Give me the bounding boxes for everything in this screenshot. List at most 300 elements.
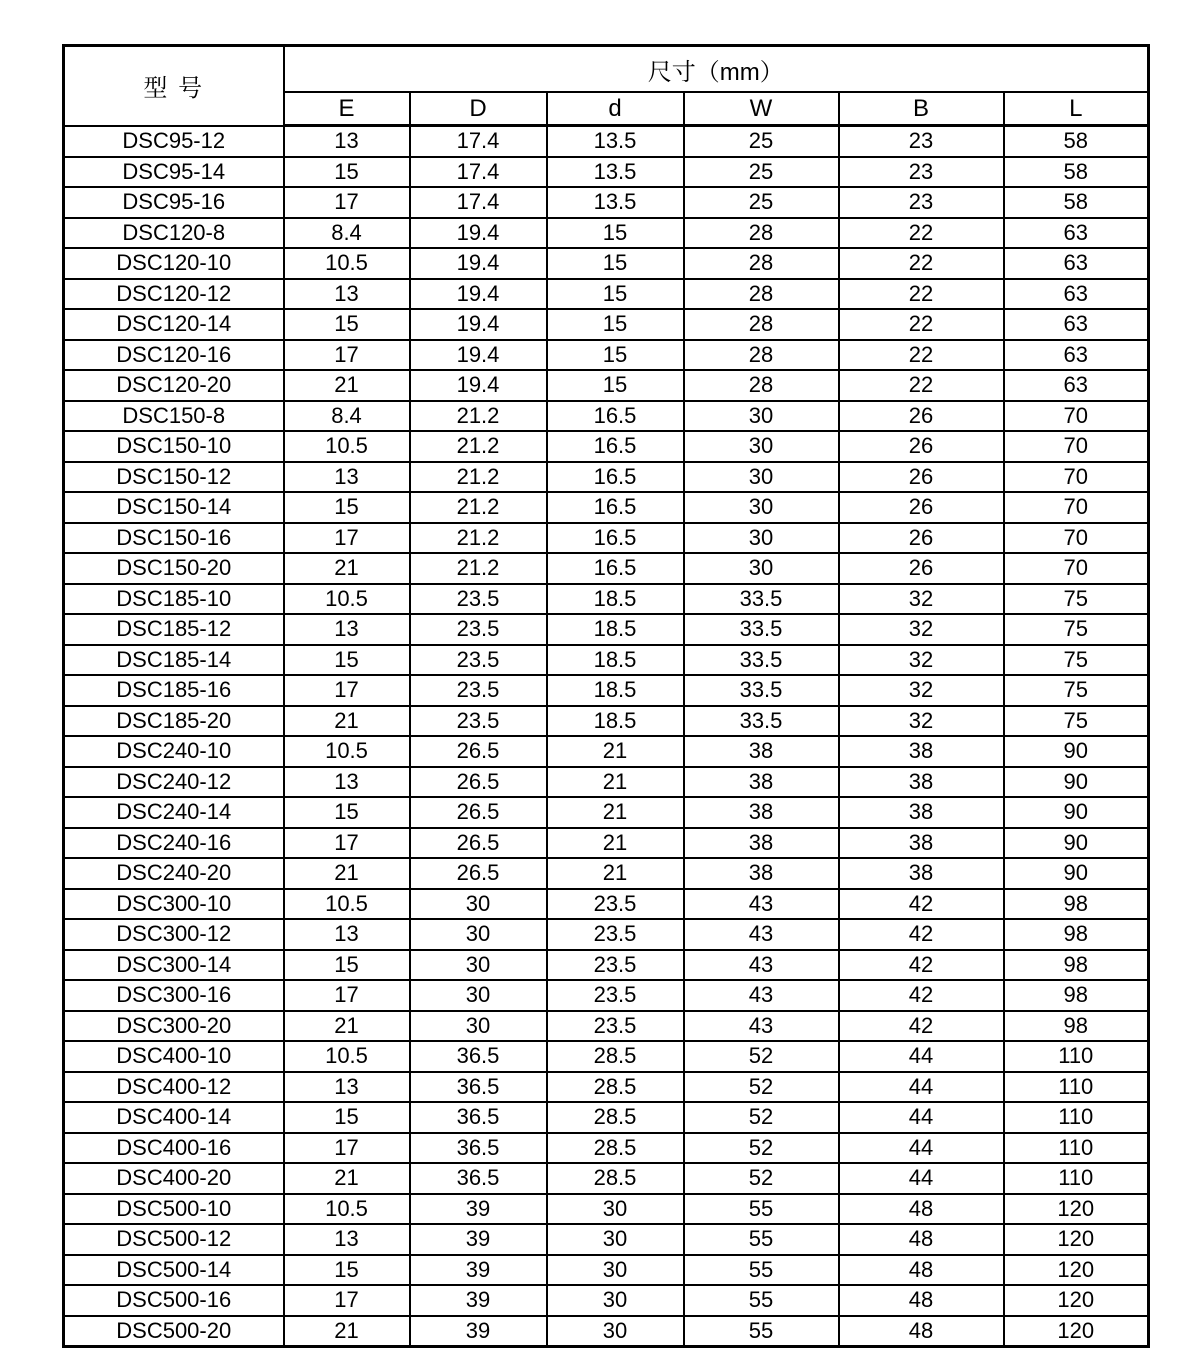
value-cell: 26.5 [410, 767, 547, 798]
value-cell: 23.5 [410, 584, 547, 615]
value-cell: 15 [547, 248, 684, 279]
value-cell: 42 [839, 1011, 1004, 1042]
value-cell: 39 [410, 1194, 547, 1225]
value-cell: 21.2 [410, 492, 547, 523]
model-cell: DSC500-16 [64, 1285, 284, 1316]
value-cell: 38 [839, 828, 1004, 859]
value-cell: 30 [684, 553, 839, 584]
model-cell: DSC185-16 [64, 675, 284, 706]
value-cell: 22 [839, 370, 1004, 401]
value-cell: 55 [684, 1316, 839, 1347]
value-cell: 98 [1004, 980, 1149, 1011]
model-cell: DSC400-16 [64, 1133, 284, 1164]
value-cell: 63 [1004, 309, 1149, 340]
value-cell: 23.5 [547, 919, 684, 950]
model-cell: DSC150-12 [64, 462, 284, 493]
value-cell: 28.5 [547, 1163, 684, 1194]
model-cell: DSC185-20 [64, 706, 284, 737]
value-cell: 33.5 [684, 675, 839, 706]
value-cell: 43 [684, 919, 839, 950]
value-cell: 10.5 [284, 1041, 410, 1072]
value-cell: 13 [284, 919, 410, 950]
model-cell: DSC150-16 [64, 523, 284, 554]
value-cell: 30 [410, 980, 547, 1011]
value-cell: 38 [684, 736, 839, 767]
value-cell: 30 [684, 523, 839, 554]
value-cell: 30 [547, 1224, 684, 1255]
value-cell: 39 [410, 1255, 547, 1286]
table-row [64, 187, 1149, 218]
value-cell: 110 [1004, 1102, 1149, 1133]
table-body [64, 126, 1149, 1347]
value-cell: 17 [284, 1285, 410, 1316]
table-row [64, 126, 1149, 157]
model-cell: DSC240-20 [64, 858, 284, 889]
value-cell: 39 [410, 1285, 547, 1316]
value-cell: 17 [284, 1133, 410, 1164]
value-cell: 19.4 [410, 340, 547, 371]
value-cell: 38 [839, 767, 1004, 798]
value-cell: 10.5 [284, 736, 410, 767]
model-cell: DSC500-14 [64, 1255, 284, 1286]
value-cell: 30 [547, 1316, 684, 1347]
model-cell: DSC120-16 [64, 340, 284, 371]
value-cell: 58 [1004, 157, 1149, 188]
table-row [64, 1072, 1149, 1103]
column-header-B: B [839, 92, 1004, 126]
value-cell: 17.4 [410, 187, 547, 218]
table-row [64, 950, 1149, 981]
value-cell: 36.5 [410, 1072, 547, 1103]
value-cell: 22 [839, 340, 1004, 371]
value-cell: 21.2 [410, 553, 547, 584]
value-cell: 42 [839, 950, 1004, 981]
model-cell: DSC120-20 [64, 370, 284, 401]
model-cell: DSC500-12 [64, 1224, 284, 1255]
value-cell: 42 [839, 980, 1004, 1011]
value-cell: 120 [1004, 1255, 1149, 1286]
value-cell: 17 [284, 828, 410, 859]
value-cell: 120 [1004, 1224, 1149, 1255]
value-cell: 26 [839, 401, 1004, 432]
value-cell: 21 [547, 797, 684, 828]
value-cell: 28 [684, 340, 839, 371]
value-cell: 33.5 [684, 614, 839, 645]
value-cell: 33.5 [684, 584, 839, 615]
value-cell: 28 [684, 279, 839, 310]
table-row [64, 431, 1149, 462]
value-cell: 21.2 [410, 401, 547, 432]
value-cell: 110 [1004, 1072, 1149, 1103]
table-row [64, 462, 1149, 493]
model-cell: DSC150-8 [64, 401, 284, 432]
value-cell: 16.5 [547, 462, 684, 493]
value-cell: 26 [839, 431, 1004, 462]
value-cell: 21 [284, 1163, 410, 1194]
value-cell: 52 [684, 1102, 839, 1133]
table-row [64, 401, 1149, 432]
value-cell: 110 [1004, 1041, 1149, 1072]
value-cell: 15 [547, 309, 684, 340]
value-cell: 38 [839, 736, 1004, 767]
model-cell: DSC95-16 [64, 187, 284, 218]
value-cell: 15 [284, 797, 410, 828]
model-cell: DSC300-20 [64, 1011, 284, 1042]
value-cell: 13 [284, 767, 410, 798]
value-cell: 70 [1004, 401, 1149, 432]
value-cell: 13 [284, 126, 410, 157]
value-cell: 30 [410, 1011, 547, 1042]
value-cell: 10.5 [284, 431, 410, 462]
value-cell: 26.5 [410, 858, 547, 889]
value-cell: 19.4 [410, 248, 547, 279]
value-cell: 75 [1004, 584, 1149, 615]
value-cell: 70 [1004, 492, 1149, 523]
value-cell: 30 [547, 1285, 684, 1316]
value-cell: 63 [1004, 279, 1149, 310]
value-cell: 44 [839, 1133, 1004, 1164]
value-cell: 19.4 [410, 309, 547, 340]
value-cell: 43 [684, 1011, 839, 1042]
value-cell: 30 [410, 889, 547, 920]
table-row [64, 157, 1149, 188]
value-cell: 25 [684, 187, 839, 218]
value-cell: 38 [684, 828, 839, 859]
value-cell: 75 [1004, 706, 1149, 737]
value-cell: 16.5 [547, 401, 684, 432]
value-cell: 13 [284, 614, 410, 645]
value-cell: 15 [284, 950, 410, 981]
table-row [64, 645, 1149, 676]
value-cell: 48 [839, 1194, 1004, 1225]
table-row [64, 370, 1149, 401]
value-cell: 18.5 [547, 706, 684, 737]
value-cell: 21 [547, 736, 684, 767]
table-row [64, 340, 1149, 371]
table-row [64, 1041, 1149, 1072]
value-cell: 21 [284, 858, 410, 889]
model-cell: DSC185-10 [64, 584, 284, 615]
value-cell: 38 [684, 797, 839, 828]
value-cell: 23.5 [547, 1011, 684, 1042]
value-cell: 63 [1004, 248, 1149, 279]
column-header-d: d [547, 92, 684, 126]
value-cell: 55 [684, 1224, 839, 1255]
model-cell: DSC185-14 [64, 645, 284, 676]
value-cell: 23.5 [410, 706, 547, 737]
value-cell: 38 [839, 797, 1004, 828]
value-cell: 32 [839, 706, 1004, 737]
value-cell: 21 [284, 1011, 410, 1042]
model-cell: DSC120-12 [64, 279, 284, 310]
value-cell: 23 [839, 157, 1004, 188]
value-cell: 18.5 [547, 614, 684, 645]
value-cell: 15 [547, 218, 684, 249]
table-row [64, 523, 1149, 554]
model-cell: DSC120-8 [64, 218, 284, 249]
table-row [64, 584, 1149, 615]
value-cell: 52 [684, 1072, 839, 1103]
value-cell: 22 [839, 279, 1004, 310]
value-cell: 36.5 [410, 1102, 547, 1133]
value-cell: 43 [684, 889, 839, 920]
value-cell: 30 [684, 462, 839, 493]
table-row [64, 797, 1149, 828]
value-cell: 48 [839, 1224, 1004, 1255]
value-cell: 18.5 [547, 584, 684, 615]
value-cell: 98 [1004, 950, 1149, 981]
value-cell: 23.5 [410, 614, 547, 645]
value-cell: 44 [839, 1041, 1004, 1072]
table-row [64, 706, 1149, 737]
model-cell: DSC300-16 [64, 980, 284, 1011]
table-row [64, 1102, 1149, 1133]
value-cell: 23.5 [547, 889, 684, 920]
value-cell: 23 [839, 126, 1004, 157]
table-row [64, 980, 1149, 1011]
value-cell: 63 [1004, 370, 1149, 401]
value-cell: 16.5 [547, 553, 684, 584]
table-row [64, 1163, 1149, 1194]
value-cell: 28.5 [547, 1072, 684, 1103]
value-cell: 15 [547, 370, 684, 401]
value-cell: 18.5 [547, 645, 684, 676]
value-cell: 30 [410, 919, 547, 950]
value-cell: 32 [839, 584, 1004, 615]
value-cell: 13 [284, 1072, 410, 1103]
value-cell: 21 [547, 767, 684, 798]
value-cell: 30 [410, 950, 547, 981]
value-cell: 16.5 [547, 523, 684, 554]
value-cell: 33.5 [684, 706, 839, 737]
value-cell: 42 [839, 889, 1004, 920]
value-cell: 17 [284, 523, 410, 554]
value-cell: 21.2 [410, 431, 547, 462]
model-cell: DSC500-20 [64, 1316, 284, 1347]
model-column-header: 型 号 [64, 46, 284, 126]
value-cell: 26 [839, 553, 1004, 584]
value-cell: 17 [284, 675, 410, 706]
value-cell: 55 [684, 1255, 839, 1286]
value-cell: 13 [284, 279, 410, 310]
value-cell: 26 [839, 462, 1004, 493]
value-cell: 16.5 [547, 492, 684, 523]
value-cell: 75 [1004, 614, 1149, 645]
value-cell: 28 [684, 248, 839, 279]
table-row [64, 1194, 1149, 1225]
value-cell: 44 [839, 1072, 1004, 1103]
model-cell: DSC400-10 [64, 1041, 284, 1072]
model-cell: DSC120-10 [64, 248, 284, 279]
value-cell: 38 [684, 858, 839, 889]
value-cell: 23.5 [547, 980, 684, 1011]
model-cell: DSC185-12 [64, 614, 284, 645]
table-row [64, 492, 1149, 523]
table-row [64, 309, 1149, 340]
column-header-E: E [284, 92, 410, 126]
value-cell: 15 [284, 309, 410, 340]
value-cell: 17 [284, 980, 410, 1011]
value-cell: 17 [284, 187, 410, 218]
table-row [64, 889, 1149, 920]
model-cell: DSC300-14 [64, 950, 284, 981]
value-cell: 98 [1004, 919, 1149, 950]
value-cell: 15 [547, 279, 684, 310]
model-cell: DSC150-14 [64, 492, 284, 523]
value-cell: 17.4 [410, 126, 547, 157]
value-cell: 28 [684, 218, 839, 249]
value-cell: 70 [1004, 553, 1149, 584]
value-cell: 75 [1004, 645, 1149, 676]
table-row [64, 1133, 1149, 1164]
table-row [64, 248, 1149, 279]
value-cell: 13.5 [547, 157, 684, 188]
model-cell: DSC150-20 [64, 553, 284, 584]
value-cell: 18.5 [547, 675, 684, 706]
column-header-W: W [684, 92, 839, 126]
table-row [64, 1224, 1149, 1255]
value-cell: 30 [684, 492, 839, 523]
value-cell: 28.5 [547, 1133, 684, 1164]
value-cell: 22 [839, 218, 1004, 249]
model-cell: DSC400-14 [64, 1102, 284, 1133]
value-cell: 33.5 [684, 645, 839, 676]
value-cell: 58 [1004, 187, 1149, 218]
value-cell: 48 [839, 1255, 1004, 1286]
table-row [64, 828, 1149, 859]
table-row [64, 1316, 1149, 1347]
table-row [64, 736, 1149, 767]
value-cell: 13.5 [547, 126, 684, 157]
value-cell: 90 [1004, 736, 1149, 767]
value-cell: 19.4 [410, 279, 547, 310]
value-cell: 120 [1004, 1194, 1149, 1225]
value-cell: 21.2 [410, 523, 547, 554]
value-cell: 90 [1004, 797, 1149, 828]
value-cell: 21 [284, 370, 410, 401]
value-cell: 36.5 [410, 1041, 547, 1072]
model-cell: DSC240-16 [64, 828, 284, 859]
value-cell: 13 [284, 462, 410, 493]
value-cell: 48 [839, 1316, 1004, 1347]
value-cell: 38 [684, 767, 839, 798]
value-cell: 110 [1004, 1133, 1149, 1164]
value-cell: 13 [284, 1224, 410, 1255]
model-cell: DSC500-10 [64, 1194, 284, 1225]
header-group-row [64, 46, 1149, 93]
value-cell: 15 [547, 340, 684, 371]
value-cell: 55 [684, 1285, 839, 1316]
value-cell: 32 [839, 645, 1004, 676]
model-cell: DSC300-12 [64, 919, 284, 950]
value-cell: 25 [684, 157, 839, 188]
value-cell: 26 [839, 523, 1004, 554]
value-cell: 32 [839, 675, 1004, 706]
value-cell: 30 [684, 401, 839, 432]
value-cell: 23.5 [410, 675, 547, 706]
model-cell: DSC120-14 [64, 309, 284, 340]
value-cell: 15 [284, 157, 410, 188]
table-row [64, 553, 1149, 584]
model-cell: DSC240-14 [64, 797, 284, 828]
value-cell: 25 [684, 126, 839, 157]
value-cell: 28.5 [547, 1102, 684, 1133]
value-cell: 43 [684, 980, 839, 1011]
value-cell: 30 [547, 1255, 684, 1286]
dimension-group-header: 尺寸（mm） [284, 46, 1149, 93]
model-cell: DSC400-12 [64, 1072, 284, 1103]
value-cell: 26.5 [410, 797, 547, 828]
model-cell: DSC95-12 [64, 126, 284, 157]
value-cell: 23.5 [410, 645, 547, 676]
value-cell: 43 [684, 950, 839, 981]
value-cell: 52 [684, 1133, 839, 1164]
model-cell: DSC240-10 [64, 736, 284, 767]
value-cell: 26 [839, 492, 1004, 523]
value-cell: 23 [839, 187, 1004, 218]
value-cell: 10.5 [284, 248, 410, 279]
value-cell: 15 [284, 1255, 410, 1286]
value-cell: 15 [284, 492, 410, 523]
dimensions-spec-table [62, 44, 1150, 1348]
value-cell: 21 [547, 828, 684, 859]
table-row [64, 1255, 1149, 1286]
value-cell: 16.5 [547, 431, 684, 462]
value-cell: 70 [1004, 523, 1149, 554]
value-cell: 21 [547, 858, 684, 889]
value-cell: 98 [1004, 1011, 1149, 1042]
table-row [64, 614, 1149, 645]
value-cell: 21 [284, 706, 410, 737]
table-row [64, 767, 1149, 798]
table-row [64, 1285, 1149, 1316]
value-cell: 36.5 [410, 1133, 547, 1164]
model-cell: DSC240-12 [64, 767, 284, 798]
value-cell: 55 [684, 1194, 839, 1225]
value-cell: 90 [1004, 828, 1149, 859]
value-cell: 70 [1004, 431, 1149, 462]
value-cell: 22 [839, 309, 1004, 340]
value-cell: 19.4 [410, 218, 547, 249]
table-row [64, 675, 1149, 706]
column-header-D: D [410, 92, 547, 126]
value-cell: 8.4 [284, 401, 410, 432]
value-cell: 110 [1004, 1163, 1149, 1194]
value-cell: 98 [1004, 889, 1149, 920]
value-cell: 17 [284, 340, 410, 371]
value-cell: 32 [839, 614, 1004, 645]
table-row [64, 279, 1149, 310]
value-cell: 120 [1004, 1316, 1149, 1347]
value-cell: 70 [1004, 462, 1149, 493]
value-cell: 28 [684, 309, 839, 340]
value-cell: 63 [1004, 218, 1149, 249]
value-cell: 8.4 [284, 218, 410, 249]
column-header-L: L [1004, 92, 1149, 126]
value-cell: 23.5 [547, 950, 684, 981]
value-cell: 15 [284, 1102, 410, 1133]
model-cell: DSC150-10 [64, 431, 284, 462]
value-cell: 10.5 [284, 584, 410, 615]
table-row [64, 218, 1149, 249]
value-cell: 90 [1004, 767, 1149, 798]
value-cell: 21 [284, 1316, 410, 1347]
value-cell: 48 [839, 1285, 1004, 1316]
value-cell: 21 [284, 553, 410, 584]
value-cell: 52 [684, 1041, 839, 1072]
value-cell: 39 [410, 1224, 547, 1255]
value-cell: 44 [839, 1163, 1004, 1194]
